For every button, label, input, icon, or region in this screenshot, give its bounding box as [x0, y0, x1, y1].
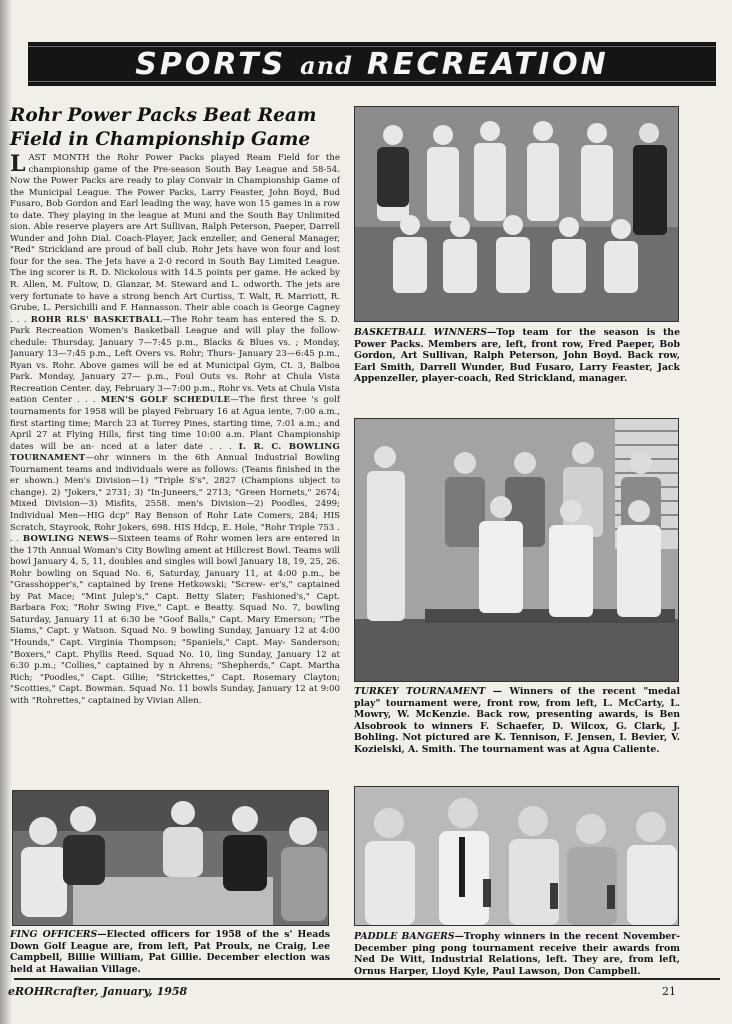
golf-officers-photo	[12, 790, 329, 926]
officers-caption-title: FING OFFICERS	[10, 929, 98, 940]
basketball-caption-title: BASKETBALL WINNERS	[354, 327, 487, 338]
banner-word-recreation: RECREATION	[366, 46, 609, 82]
golf-officers-caption	[10, 929, 330, 975]
headline-line-2: Field in Championship Game	[10, 129, 311, 150]
page-number: 21	[662, 985, 676, 998]
subhead-mens-golf: MEN'S GOLF SCHEDULE	[100, 395, 231, 406]
drop-cap: L	[10, 153, 26, 177]
subhead-bowling-news: BOWLING NEWS	[22, 534, 110, 545]
section-banner	[28, 42, 716, 86]
officers-photo-figures	[13, 791, 328, 925]
article-paragraph-5: —Sixteen teams of Rohr women lers are entered in the 17th Annual Woman's City Bowling ament at Hillcrest Bowl. Teams will bowl January 4, 5, 11, doubles and singles will bowl January 18, 19, 25, 26. Rohr bowling on Squad No. 6, Saturday, January 11, at 4:00 p.m., be "Grasshopper's," captained by Irene Hetkowski; "Screw- er's," captained by Pat Mace; "Mint Julep's," Capt. Betty Slater; Fashioned's," Capt. Barbara Fox; "Rohr Swing Five," Capt. e Beatty. Squad No. 7, bowling Saturday, January 11 at 6:30 be "Goof Balls," Capt. Mary Emerson; "The Siams," Capt. y Watson. Squad No. 9 bowling Sunday, January 12 at 4:00 "Hounds," Capt. Virginia Thompson; "Spaniels," Capt. May- Sanderson; "Boxers," Capt. Phyllis Reed. Squad No. 10, ling Sunday, January 12 at 6:30 p.m.; "Collies," captained by n Ahrens; "Shepherds," Capt. Martha Rich; "Poodles," Capt. Gillie; "Strickettes," Capt. Rosemary Clayton; "Scotties," Capt. Bowman. Squad No. 11 bowls Sunday, January 12 at 9:00 with "Rohrettes," captained by Vivian Allen.	[10, 534, 340, 706]
article-paragraph-4: —ohr winners in the 6th Annual Industrial Bowling Tournament teams and individuals were as follows: (Teams finished in the er shown.) Men's Division—1) "Triple S's", 2827 (Champions ubject to change). 2) "Jokers," 2731; 3) "In-Juneers," 2713; "Green Hornets," 2674; Mixed Division—3) Misfits, 2558. men's Division—2) Poodles, 2499; Individual Men—HIG dcp" Ray Benson of Rohr Late Comers, 284; HIS Scratch, Stayrook, Rohr Jokers, 698. HIS Hdcp, E. Hole, "Rohr Triple 753 . . .	[10, 453, 340, 545]
officers-caption-text: —Elected officers for 1958 of the s' Heads Down Golf League are, from left, Pat Proulx, ne Craig, Lee Campbell, Billie William, Pat Gillie. December election was held at Hawaiian Village.	[10, 929, 331, 975]
article-headline	[10, 104, 340, 152]
banner-word-sports: SPORTS	[135, 46, 287, 82]
article-body	[10, 153, 340, 783]
paddle-caption-text: —Trophy winners in the recent November-December ping pong tournament receive their awards from Ned De Witt, Industrial Relations, left. They are, from left, Ornus Harper, Lloyd Kyle, Paul Lawson, Don Campbell.	[354, 931, 681, 977]
footer-rule	[14, 978, 720, 980]
basketball-photo-figures	[355, 107, 678, 321]
paddle-caption-title: PADDLE BANGERS	[354, 931, 455, 942]
basketball-caption	[354, 327, 680, 385]
paddle-bangers-caption	[354, 931, 680, 977]
article-paragraph-3: —The first three 's golf tournaments for 1958 will be played February 16 at Agua iente, 7:00 a.m., first starting time; March 23 at Torrey Pines, starting time, 7:01 a.m.; and April 27 at Flying Hills, first ting time 10:00 a.m. Plant Championship dates will be an- nced at a later date . . .	[10, 395, 340, 452]
basketball-caption-text: —Top team for the season is the Power Packs. Members are, left, front row, Fred Paeper, Bob Gordon, Art Sullivan, Ralph Peterson, John Boyd. Back row, Earl Smith, Darrell Wunder, Bud Fusaro, Larry Feaster, Jack Appenzeller, player-coach, Red Strickland, manager.	[354, 327, 680, 385]
headline-line-1: Rohr Power Packs Beat Ream	[10, 105, 317, 126]
paddle-bangers-photo	[354, 786, 679, 926]
banner-word-and: and	[300, 50, 353, 80]
paddle-photo-figures	[355, 787, 678, 925]
article-paragraph-2: —The Rohr team has entered the S. D. Park Recreation Women's Basketball League and will play the follow- chedule: Thursday, January 7—7:45 p.m., Blacks & Blues vs. ; Monday, January 13—7:45 p.m., Left Overs vs. Rohr; Thurs- January 23—6:45 p.m., Ryan vs. Rohr. Above games will be ed at Municipal Gym, Ct. 3, Balboa Park. Monday, January 27— p.m., Foul Outs vs. Rohr at Chula Vista Recreation Center. day, February 3—7:00 p.m., Rohr vs. Vets at Chula Vista eation Center . . .	[10, 314, 340, 406]
banner-title	[135, 47, 609, 82]
basketball-team-photo	[354, 106, 679, 322]
subhead-girls-basketball: ROHR RLS' BASKETBALL	[30, 314, 163, 325]
publication-footer: eROHRcrafter, January, 1958	[8, 985, 188, 998]
turkey-tournament-photo	[354, 418, 679, 682]
turkey-caption-text: — Winners of the recent "medal play" tournament were, front row, from left, L. McCarty, L. Mowry, W. McKenzie. Back row, presenting awards, is Ben Alsobrook to winners F. Schaefer, D. Wilcox, G. Clark, J. Bohling. Not pictured are K. Tennison, F. Jensen, I. Bevier, V. Kozielski, A. Smith. The tournament was at Agua Caliente.	[354, 686, 680, 755]
article-paragraph-1: AST MONTH the Rohr Power Packs played Ream Field for the championship game of the Pre-season South Bay League and 58-54. Now the Power Packs are ready to play Convair in Championship Game of the Municipal League. The Power Packs, Larry Feaster, John Boyd, Bud Fusaro, Bob Gordon and Earl leading the way, have won 15 games in a row to date. They playing in the league at Muni and the South Bay Unlimited sion. Able reserve players are Art Sullivan, Ralph Peterson, Paeper, Darrell Wunder and John Dial. Coach-Player, Jack enzeller, and General Manager, "Red" Strickland are proud of ball club. Rohr Jets have won four and lost four for the sea. The Jets have a 2-0 record in South Bay Limited League. The ing scorer is R. D. Nickolous with 14.5 points per game. He acked by R. Allen, M. Fultow, D. Glanzar, M. Steward and L. odworth. The jets are very fortunate to have a strong bench Art Curtiss, T. Walt, R. Marriott, R. Grube, L. Persichilli and F. Hannasson. Their able coach is George Cagney . . .	[10, 153, 340, 325]
turkey-caption-title: TURKEY TOURNAMENT	[354, 686, 486, 697]
subhead-irc-bowling: I. R. C. BOWLING TOURNAMENT	[10, 441, 340, 464]
turkey-caption	[354, 686, 680, 756]
turkey-photo-figures	[355, 419, 678, 681]
